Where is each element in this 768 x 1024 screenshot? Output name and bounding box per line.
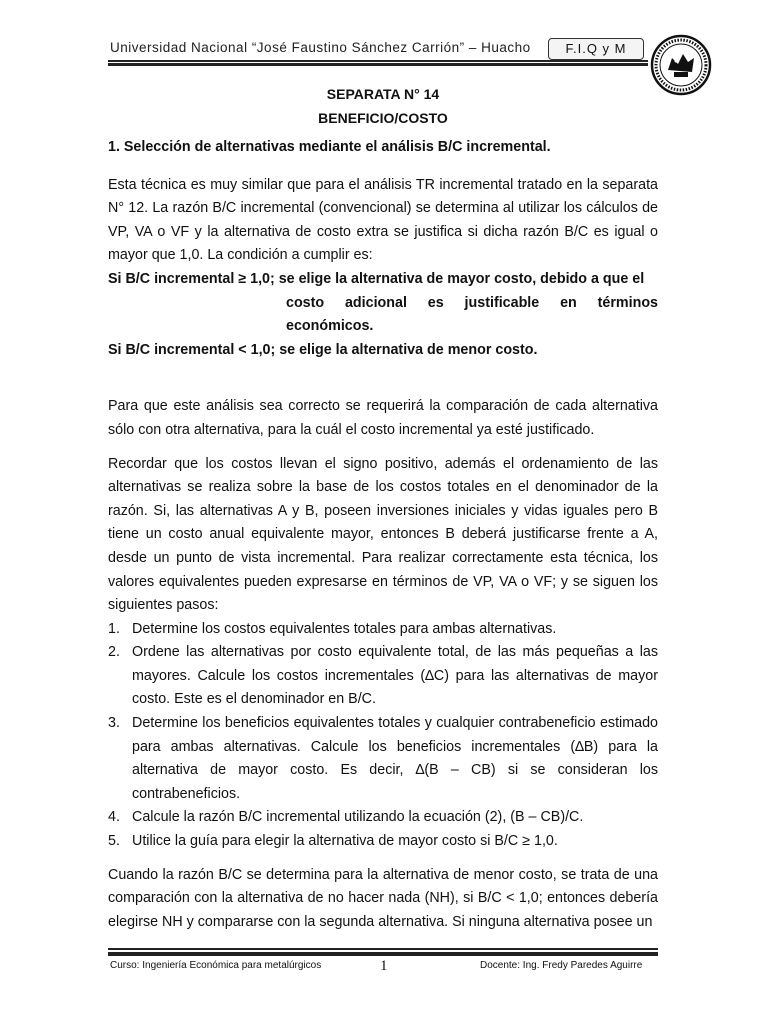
step-text: Ordene las alternativas por costo equivalente total, de las más pequeñas a las mayores. Calcule los costos incrementales (∆C) para las alternativas de mayor costo. Este es el denominador en B/C. <box>132 644 658 708</box>
header-title: Universidad Nacional “José Faustino Sánchez Carrión” – Huacho <box>110 40 531 55</box>
step-number: 1. <box>108 620 120 637</box>
step-number: 2. <box>108 644 120 661</box>
rule-incremental-ge-cont: costo adicional es justificable en términos <box>286 294 658 311</box>
step-text: Utilice la guía para elegir la alternativa de mayor costo si B/C ≥ 1,0. <box>132 833 558 850</box>
university-seal-icon <box>650 34 712 96</box>
list-item <box>108 641 658 712</box>
separata-number: SEPARATA N° 14 <box>326 86 440 102</box>
list-item <box>108 712 658 806</box>
header-rule-thick <box>108 63 648 66</box>
step-number: 3. <box>108 715 120 732</box>
step-number: 5. <box>108 833 120 850</box>
list-item <box>108 806 658 830</box>
step-text: Determine los beneficios equivalentes totales y cualquier contrabeneficio estimado para ambas alternativas. Calcule los beneficios incrementales (∆B) para la alternativa de mayor costo. Es decir, ∆(B – CB) si se consideran los contrabeneficios. <box>132 715 658 802</box>
step-number: 4. <box>108 809 120 826</box>
step-text: Determine los costos equivalentes totales para ambas alternativas. <box>132 620 557 637</box>
paragraph-lowest-cost: Cuando la razón B/C se determina para la alternativa de menor costo, se trata de una comparación con la alternativa de no hacer nada (NH), si B/C < 1,0; entonces debería elegirse NH y compararse con la segunda alternativa. Si ninguna alternativa posee un <box>108 866 658 930</box>
header-rule <box>108 60 648 62</box>
footer-teacher: Docente: Ing. Fredy Paredes Aguirre <box>480 960 643 971</box>
list-item <box>108 618 658 642</box>
rule-incremental-ge-end: económicos. <box>286 318 374 335</box>
footer-rule <box>108 948 658 950</box>
steps-list <box>108 618 658 854</box>
footer-course: Curso: Ingeniería Económica para metalúrgicos <box>110 960 322 971</box>
document-subject: BENEFICIO/COSTO <box>318 110 448 126</box>
footer-rule-thick <box>108 952 658 956</box>
list-item <box>108 830 658 854</box>
step-text: Calcule la razón B/C incremental utilizando la ecuación (2), (B – CB)/C. <box>132 809 584 826</box>
faculty-badge: F.I.Q y M <box>548 38 644 60</box>
section-heading: 1. Selección de alternativas mediante el análisis B/C incremental. <box>108 139 551 155</box>
rule-incremental-ge: Si B/C incremental ≥ 1,0; se elige la alternativa de mayor costo, debido a que el <box>108 270 645 287</box>
paragraph-costs: Recordar que los costos llevan el signo positivo, además el ordenamiento de las alternativas se realiza sobre la base de los costos totales en el denominador de la razón. Si, las alternativas A y B, poseen inversiones iniciales y vidas iguales pero B tiene un costo anual equivalente mayor, entonces B deberá justificarse frente a A, desde un punto de vista incremental. Para realizar correctamente esta técnica, los valores equivalentes pueden expresarse en términos de VP, VA o VF; y se siguen los siguientes pasos: <box>108 455 658 614</box>
rule-incremental-lt: Si B/C incremental < 1,0; se elige la alternativa de menor costo. <box>108 341 538 358</box>
paragraph-comparison: Para que este análisis sea correcto se requerirá la comparación de cada alternativa sólo con otra alternativa, para la cuál el costo incremental ya esté justificado. <box>108 398 658 438</box>
paragraph-intro: Esta técnica es muy similar que para el análisis TR incremental tratado en la separata N° 12. La razón B/C incremental (convencional) se determina al utilizar los cálculos de VP, VA o VF y la alternativa de costo extra se justifica si dicha razón B/C es igual o mayor que 1,0. La condición a cumplir es: <box>108 176 658 264</box>
page-number: 1 <box>380 958 388 974</box>
document-body <box>108 136 658 934</box>
